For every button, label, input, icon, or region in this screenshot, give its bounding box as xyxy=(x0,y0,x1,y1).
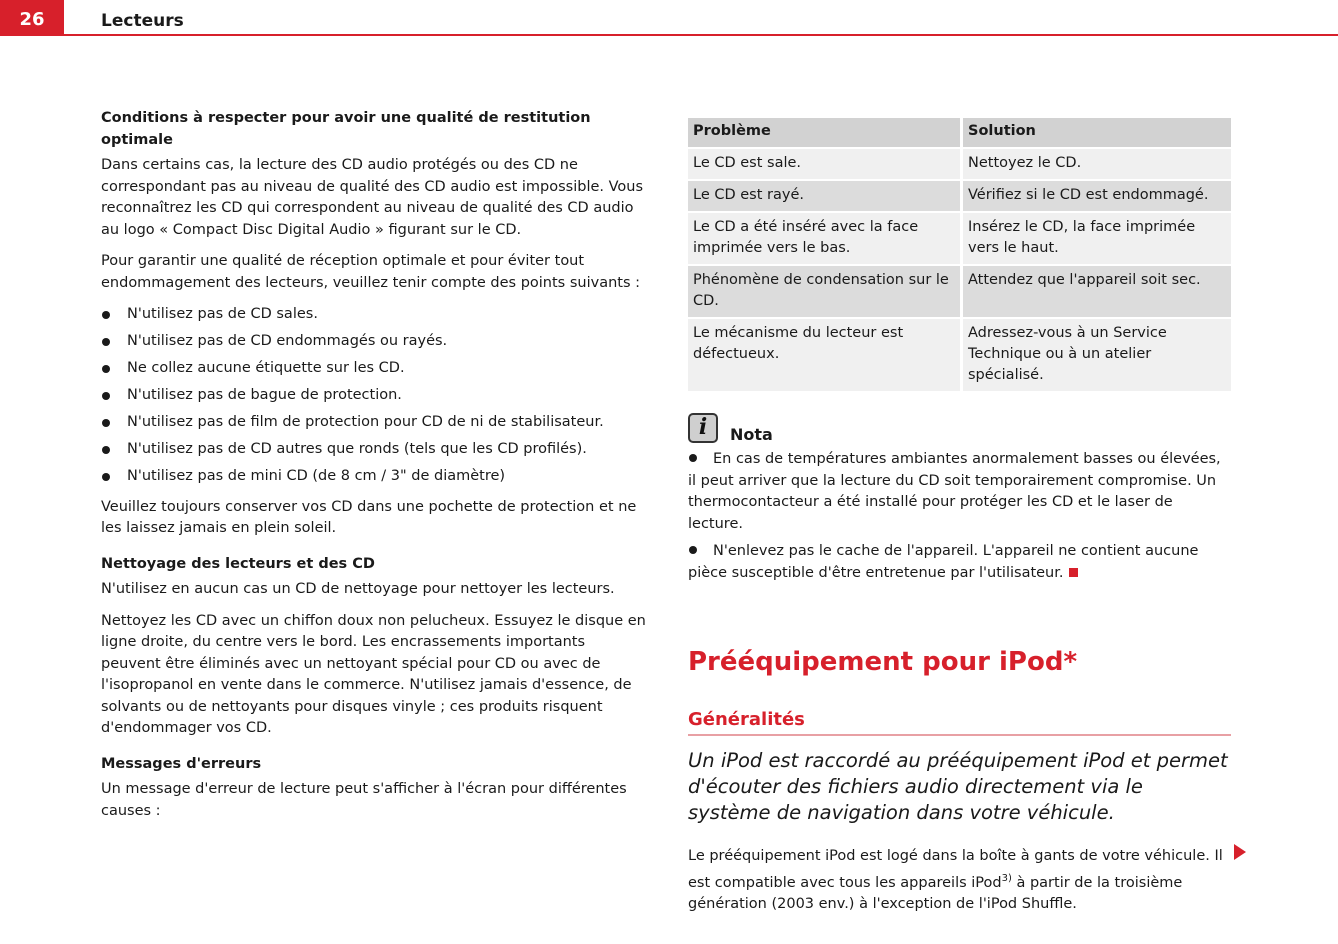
list-item xyxy=(101,412,646,434)
bullet-icon xyxy=(102,446,110,454)
body-text: Le prééquipement iPod est logé dans la boîte à gants de votre véhicule. Il est compatible avec tous les appareils iPod xyxy=(688,848,1223,891)
table-row xyxy=(688,181,1231,213)
table-cell: Phénomène de condensation sur le CD. xyxy=(688,266,960,319)
intro-paragraph: Un iPod est raccordé au prééquipement iPod et permet d'écouter des fichiers audio directement via le système de navigation dans votre véhicule. xyxy=(688,749,1228,824)
paragraph: Veuillez toujours conserver vos CD dans une pochette de protection et ne les laissez jamais en plein soleil. xyxy=(101,498,637,536)
next-page-arrow-icon xyxy=(1234,844,1246,860)
list-item-text: N'utilisez pas de bague de protection. xyxy=(127,387,402,403)
nota-list xyxy=(688,449,1231,584)
bullet-icon xyxy=(102,419,110,427)
subsection-title-generalites: Généralités xyxy=(688,708,1231,736)
section-heading-cleaning: Nettoyage des lecteurs et des CD xyxy=(101,555,375,572)
bullet-icon xyxy=(102,473,110,481)
nota-header xyxy=(688,413,1231,443)
column-header-solution: Solution xyxy=(960,118,1231,149)
table-cell: Le mécanisme du lecteur est défectueux. xyxy=(688,319,960,393)
list-item xyxy=(101,304,646,326)
bullet-icon xyxy=(102,311,110,319)
list-item-text: N'utilisez pas de CD endommagés ou rayés. xyxy=(127,333,448,349)
nota-title: Nota xyxy=(730,424,773,444)
page-header xyxy=(0,0,1338,38)
right-column xyxy=(688,118,1231,915)
paragraph: Pour garantir une qualité de réception optimale et pour éviter tout endommagement des lecteurs, veuillez tenir compte des points suivants : xyxy=(101,253,641,291)
header-rule xyxy=(64,34,1338,36)
paragraph: Dans certains cas, la lecture des CD audio protégés ou des CD ne correspondant pas au niveau de qualité des CD audio est impossible. Vous reconnaîtrez les CD qui correspondent au niveau de qualité des CD audio au logo « Compact Disc Digital Audio » figurant sur le CD. xyxy=(101,157,644,238)
table-header-row xyxy=(688,118,1231,149)
list-item-text: N'utilisez pas de CD sales. xyxy=(127,306,318,322)
table-row xyxy=(688,149,1231,181)
section-heading-quality: Conditions à respecter pour avoir une qualité de restitution optimale xyxy=(101,110,591,148)
list-item xyxy=(101,439,646,461)
list-item-text: Ne collez aucune étiquette sur les CD. xyxy=(127,360,405,376)
table-cell: Attendez que l'appareil soit sec. xyxy=(960,266,1231,319)
table-cell: Insérez le CD, la face imprimée vers le haut. xyxy=(960,213,1231,266)
list-item xyxy=(101,358,646,380)
nota-item-text: N'enlevez pas le cache de l'appareil. L'appareil ne contient aucune pièce susceptible d'être entretenue par l'utilisateur. xyxy=(688,543,1199,581)
list-item xyxy=(101,331,646,353)
chapter-title: Lecteurs xyxy=(101,11,184,31)
page-number: 26 xyxy=(0,0,64,36)
list-item-text: N'utilisez pas de CD autres que ronds (tels que les CD profilés). xyxy=(127,441,587,457)
body-text: à partir de la troisième génération (2003 env.) à l'exception de l'iPod Shuffle. xyxy=(688,874,1183,912)
nota-item xyxy=(688,449,1231,535)
table-row xyxy=(688,266,1231,319)
bullet-icon xyxy=(689,454,697,462)
section-title-ipod: Prééquipement pour iPod* xyxy=(688,647,1078,677)
section-end-icon xyxy=(1069,568,1078,577)
list-item-text: N'utilisez pas de mini CD (de 8 cm / 3" de diamètre) xyxy=(127,468,506,484)
table-cell: Le CD est sale. xyxy=(688,149,960,181)
ipod-body-paragraph xyxy=(688,846,1231,915)
paragraph: Nettoyez les CD avec un chiffon doux non pelucheux. Essuyez le disque en ligne droite, du centre vers le bord. Les encrassements importants peuvent être éliminés avec un nettoyant spécial pour CD ou avec de l'isopropanol en vente dans le commerce. N'utilisez jamais d'essence, de solvants ou de nettoyants pour disques vinyle ; ces produits risquent d'endommager vos CD. xyxy=(101,612,646,736)
bullet-icon xyxy=(689,546,697,554)
table-cell: Vérifiez si le CD est endommagé. xyxy=(960,181,1231,213)
bullet-list xyxy=(101,304,646,488)
footnote-ref: 3) xyxy=(1001,872,1012,884)
paragraph: Un message d'erreur de lecture peut s'afficher à l'écran pour différentes causes : xyxy=(101,781,627,819)
bullet-icon xyxy=(102,365,110,373)
table-cell: Nettoyez le CD. xyxy=(960,149,1231,181)
problem-solution-table xyxy=(688,118,1231,393)
section-heading-errors: Messages d'erreurs xyxy=(101,755,262,772)
table-cell: Le CD a été inséré avec la face imprimée vers le bas. xyxy=(688,213,960,266)
paragraph: N'utilisez en aucun cas un CD de nettoyage pour nettoyer les lecteurs. xyxy=(101,581,615,597)
list-item-text: N'utilisez pas de film de protection pour CD de ni de stabilisateur. xyxy=(127,414,604,430)
nota-item xyxy=(688,541,1231,584)
column-header-problem: Problème xyxy=(688,118,960,149)
bullet-icon xyxy=(102,338,110,346)
left-column xyxy=(101,108,646,832)
info-icon: i xyxy=(688,413,718,443)
table-row xyxy=(688,319,1231,393)
table-row xyxy=(688,213,1231,266)
list-item xyxy=(101,385,646,407)
table-cell: Adressez-vous à un Service Technique ou à un atelier spécialisé. xyxy=(960,319,1231,393)
bullet-icon xyxy=(102,392,110,400)
nota-item-text: En cas de températures ambiantes anormalement basses ou élevées, il peut arriver que la lecture du CD soit temporairement compromise. Un thermocontacteur a été installé pour protéger les CD et le laser de lecture. xyxy=(688,451,1221,532)
list-item xyxy=(101,466,646,488)
table-cell: Le CD est rayé. xyxy=(688,181,960,213)
